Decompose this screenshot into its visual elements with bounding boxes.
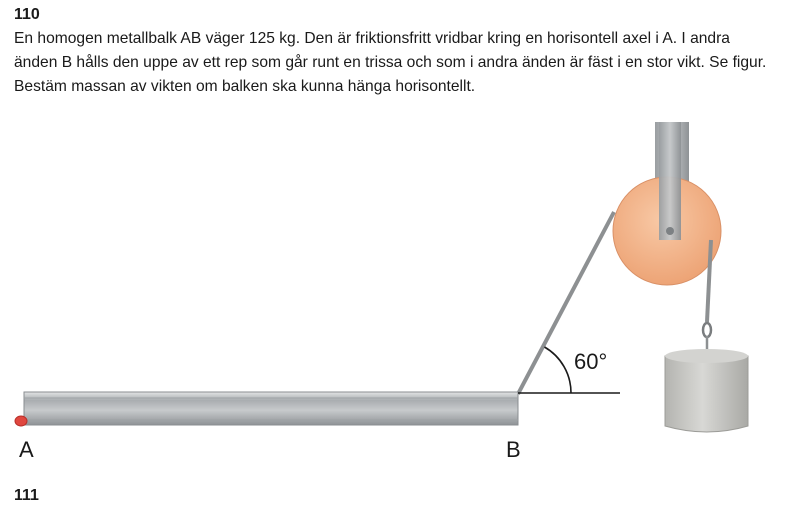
pulley-axle xyxy=(666,227,674,235)
pulley-bracket xyxy=(659,122,681,240)
label-a: A xyxy=(19,437,34,462)
angle-arc xyxy=(545,347,572,393)
rope-hook xyxy=(703,323,711,337)
problem-number: 110 xyxy=(14,6,40,23)
next-problem-number: 111 xyxy=(14,487,39,504)
pivot-axle xyxy=(15,416,27,426)
problem-text: En homogen metallbalk AB väger 125 kg. Den är friktionsfritt vridbar kring en horisontell axel i A. I andra änden B hålls den uppe av ett rep som går runt en trissa och som i andra änden är fäst i en stor vikt. Se figur. Bestäm massan av vikten om balken ska kunna hänga horisontellt. xyxy=(14,30,767,95)
angle-label: 60° xyxy=(574,349,608,374)
weight-top xyxy=(665,349,748,363)
label-b: B xyxy=(506,437,521,462)
